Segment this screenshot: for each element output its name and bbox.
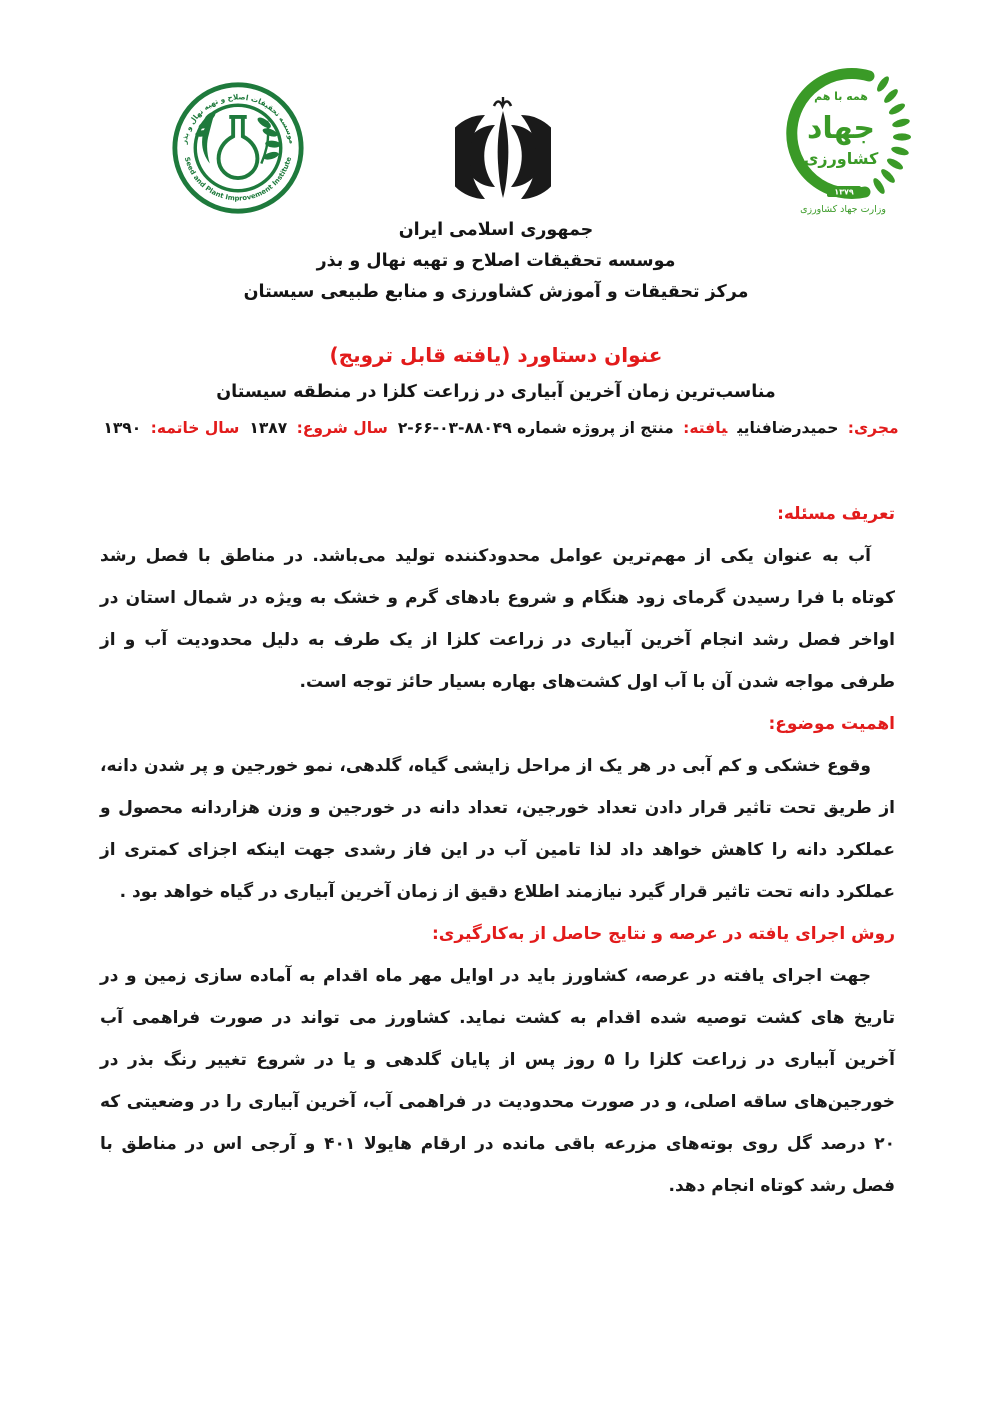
end-year-label: سال خاتمه: bbox=[150, 419, 240, 437]
letterhead-logo-band bbox=[0, 0, 992, 215]
seed-plant-improvement-institute-logo-icon bbox=[170, 80, 306, 216]
jahad-logo-year: ۱۳۷۹ bbox=[834, 187, 854, 197]
seal-english-caption: Seed and Plant Improvement Institute bbox=[182, 156, 294, 203]
achievement-title: عنوان دستاورد (یافته قابل ترویج) bbox=[329, 343, 663, 367]
section-paragraph-problem-definition: آب به عنوان یکی از مهم‌ترین عوامل محدودکننده تولید می‌باشد. در مناطق با فصل رشد کوتاه با فرا رسیدن گرمای زود هنگام و شروع بادهای گرم و خشک به ویژه در شمال استان در اواخر فصل رشد انجام آخرین آبیاری در زراعت کلزا از یک طرف به دلیل محدودیت آب و از طرفی مواجه شدن آن با آب اول کشت‌های بهاره بسیار حائز توجه است. bbox=[100, 546, 895, 692]
project-number: منتج از پروژه شماره ۸۸۰۴۹-۰۳-۶۶-۲ bbox=[397, 419, 674, 437]
executor-name: حمیدرضافنایی bbox=[737, 419, 839, 437]
section-heading-application-method: روش اجرای یافته در عرصه و نتایج حاصل از به‌کارگیری: bbox=[431, 924, 895, 944]
section-heading-problem-definition: تعریف مسئله: bbox=[777, 504, 895, 524]
jahad-logo-ministry-caption: وزارت جهاد کشاورزی bbox=[800, 204, 886, 215]
section-paragraph-importance: وقوع خشکی و کم آبی در هر یک از مراحل زایشی گیاه، گلدهی، نمو خورجین و پر شدن دانه، از طریق تحت تاثیر قرار دادن تعداد خورجین، تعداد دانه در خورجین و وزن هزاردانه محصول و عملکرد دانه را کاهش خواهد داد لذا تامین آب در این فاز رشدی جهت اینکه اجزای کمتری از عملکرد دانه تحت تاثیر قرار گیرد نیازمند اطلاع دقیق از زمان آخرین آبیاری در گیاه خواهد بود . bbox=[100, 756, 895, 902]
section-paragraph-application-method: جهت اجرای یافته در عرصه، کشاورز باید در اوایل مهر ماه اقدام به آماده سازی زمین و در تاریخ های کشت توصیه شده اقدام به کشت نماید. کشاورز می تواند در صورت فراهمی آب آخرین آبیاری در زراعت کلزا را ۵ روز پس از پایان گلدهی و یا در شروع تغییر رنگ بذر در خورجین‌های ساقه اصلی، و در صورت محدودیت در فراهمی آب، آخرین آبیاری را در وضعیتی که ۲۰ درصد گل روی بوته‌های مزرعه باقی مانده در ارقام هایولا ۴۰۱ و آرجی اس در مناطق با فصل رشد کوتاه انجام دهد. bbox=[100, 966, 895, 1196]
document-body bbox=[100, 493, 895, 1207]
seal-persian-caption: موسسه تحقیقات اصلاح و تهیه نهال و بذر bbox=[179, 92, 297, 145]
letterhead-institute: موسسه تحقیقات اصلاح و تهیه نهال و بذر bbox=[316, 251, 676, 271]
start-year-value: ۱۳۸۷ bbox=[249, 419, 288, 437]
jahad-logo-word-jahad: جهاد bbox=[806, 111, 876, 146]
jahad-keshavarzi-logo-icon bbox=[765, 60, 925, 218]
finding-label: یافته: bbox=[683, 419, 728, 437]
letterhead-research-center: مرکز تحقیقات و آموزش کشاورزی و منابع طبیعی سیستان bbox=[243, 282, 749, 302]
finding-subtitle: مناسب‌ترین زمان آخرین آبیاری در زراعت کلزا در منطقه سیستان bbox=[216, 382, 776, 402]
start-year-label: سال شروع: bbox=[296, 419, 388, 437]
end-year-value: ۱۳۹۰ bbox=[103, 419, 142, 437]
jahad-logo-word-keshavarzi: کشاورزی bbox=[803, 149, 879, 168]
executor-label: مجری: bbox=[847, 419, 899, 437]
section-heading-importance: اهمیت موضوع: bbox=[768, 714, 895, 734]
iran-national-emblem-icon bbox=[455, 95, 551, 207]
letterhead-country: جمهوری اسلامی ایران bbox=[398, 220, 594, 240]
jahad-logo-slogan: همه با هم bbox=[814, 90, 868, 103]
project-meta-line bbox=[0, 415, 992, 441]
